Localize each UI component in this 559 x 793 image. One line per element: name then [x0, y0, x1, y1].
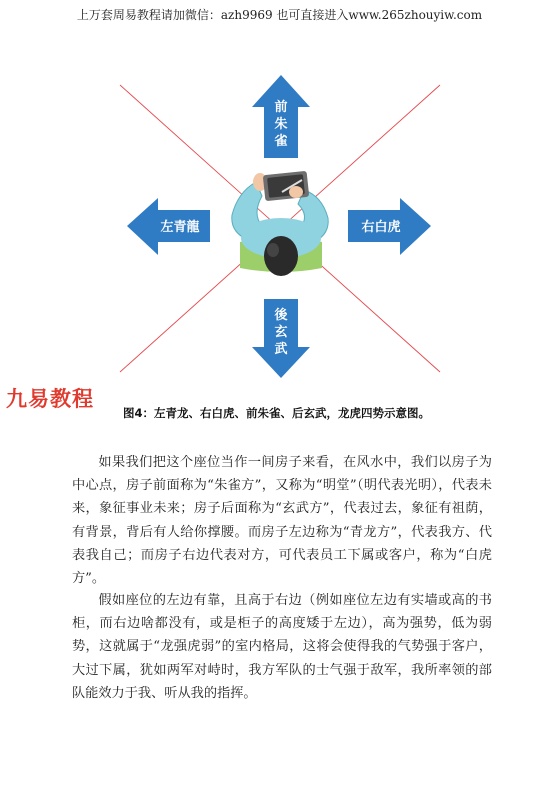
tablet-icon — [263, 171, 309, 201]
paragraph-1: 如果我们把这个座位当作一间房子来看，在风水中，我们以房子为中心点，房子前面称为“朱雀方”，又称为“明堂”（明代表光明），代表未来，象征事业未来；房子后面称为“玄武方”，代表过去，象征有祖荫，有背景，背后有人给你撑腰。而房子左边称为“青龙方”，代表我方、代表我自己；而房子右边代表对方，可代表员工下属或客户，称为“白虎方”。 — [72, 455, 492, 587]
arrow-right — [348, 198, 431, 255]
paragraph-2: 假如座位的左边有靠，且高于右边（例如座位左边有实墙或高的书柜，而右边啥都没有，或是柜子的高度矮于左边），高为强势，低为弱势，这就属于“龙强虎弱”的室内格局，这将会使得我的气势强于客户，大过下属，犹如两军对峙时，我方军队的士气强于敌军，我所率领的部队能效力于我、听从我的指挥。 — [72, 593, 492, 701]
page-header: 上万套周易教程请加微信：azh9969 也可直接进入www.265zhouyiw.com — [76, 8, 483, 22]
arrow-left-label: 左青龍 — [160, 220, 200, 235]
arrow-top-label-3: 雀 — [274, 134, 288, 149]
arrow-left — [127, 198, 210, 255]
figure-caption: 图4：左青龙、右白虎、前朱雀、后玄武，龙虎四势示意图。 — [123, 406, 430, 420]
arrow-top-label-1: 前 — [274, 100, 288, 115]
arrow-right-label: 右白虎 — [361, 220, 401, 235]
arrow-top-label-2: 朱 — [274, 117, 288, 132]
arrow-bottom-label-2: 玄 — [274, 325, 288, 340]
watermark-logo: 九易教程 — [6, 387, 94, 411]
arrow-bottom-label-3: 武 — [274, 342, 288, 357]
arrow-back-down — [252, 299, 310, 378]
person-at-desk-icon — [232, 171, 328, 276]
arrow-bottom-label-1: 後 — [274, 308, 288, 323]
arrow-front-up — [252, 75, 310, 158]
